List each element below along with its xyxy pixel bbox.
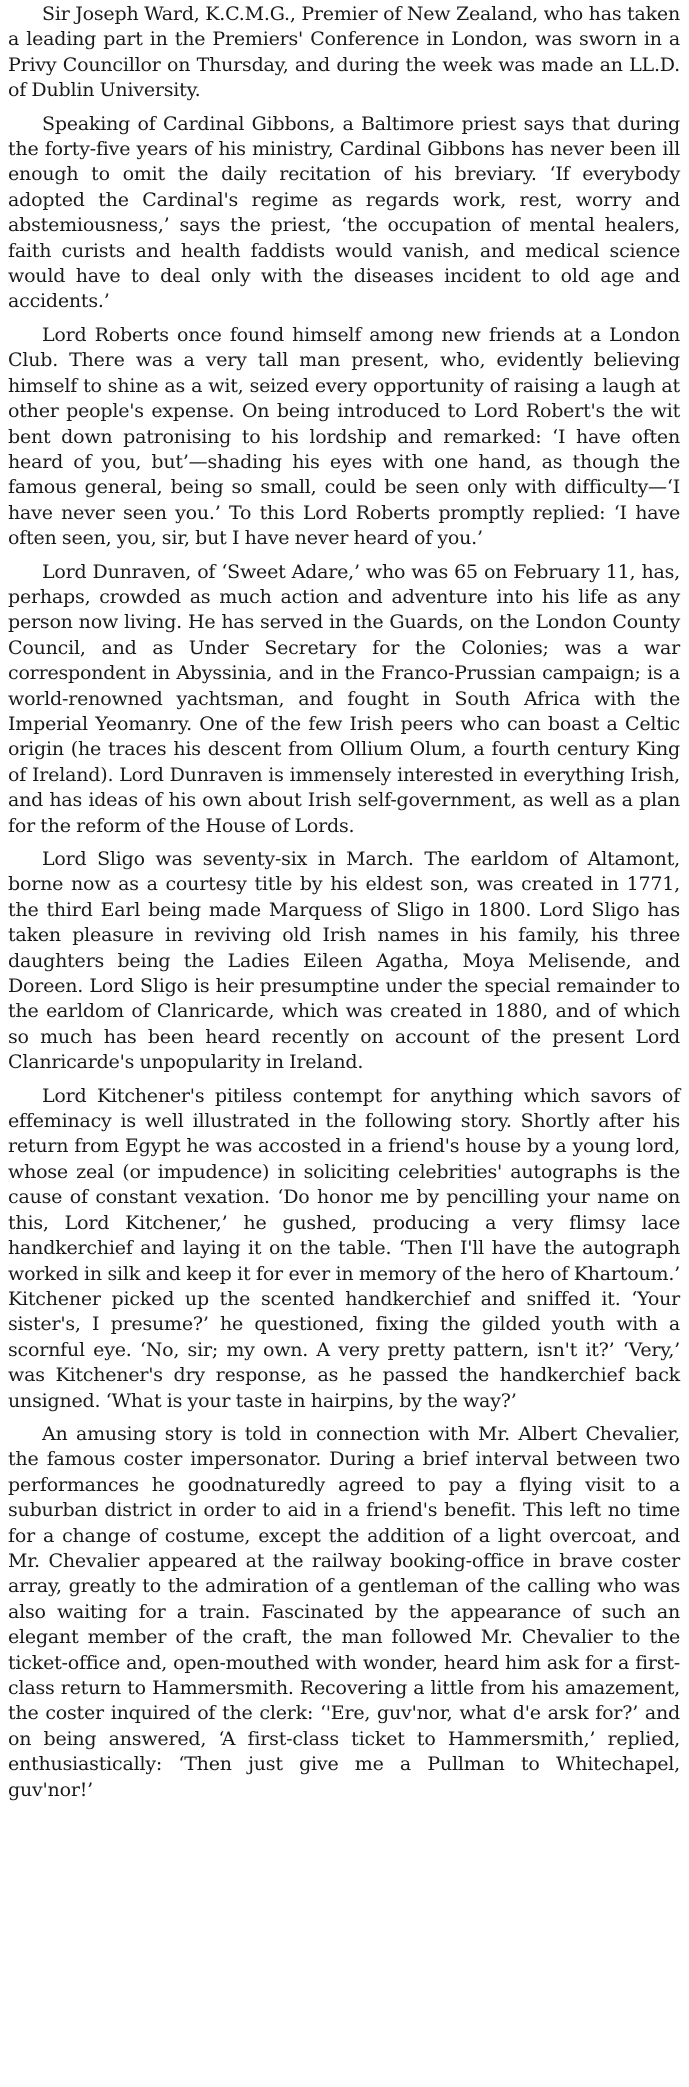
paragraph-lord-sligo: Lord Sligo was seventy-six in March. The earldom of Altamont, borne now as a courtesy title by his eldest son, was created in 1771, the third Earl being made Marquess of Sligo in 1800. Lord Sligo has taken pleasure in reviving old Irish names in his family, his three daughters being the Ladies Eileen Agatha, Moya Melisende, and Doreen. Lord Sligo is heir presumptine under the special remainder to the earldom of Clanricarde, which was created in 1880, and of which so much has been heard recently on account of the present Lord Clanricarde's unpopularity in Ireland. [8,848,680,1074]
paragraph-albert-chevalier: An amusing story is told in connection with Mr. Albert Chevalier, the famous coster impersonator. During a brief interval between two performances he goodnaturedly agreed to pay a flying visit to a suburban district in order to aid in a friend's benefit. This left no time for a change of costume, except the addition of a light overcoat, and Mr. Chevalier appeared at the railway booking-office in brave coster array, greatly to the admiration of a gentleman of the calling who was also waiting for a train. Fascinated by the appearance of such an elegant member of the craft, the man followed Mr. Chevalier to the ticket-office and, open-mouthed with wonder, heard him ask for a first-class return to Hammersmith. Recovering a little from his amazement, the coster inquired of the clerk: ‘'Ere, guv'nor, what d'e arsk for?’ and on being answered, ‘A first-class ticket to Hammersmith,’ replied, enthusiastically: ‘Then just give me a Pullman to Whitechapel, guv'nor!’ [8,1422,680,1801]
paragraph-lord-roberts: Lord Roberts once found himself among new friends at a London Club. There was a very tall man present, who, evidently believing himself to shine as a wit, seized every opportunity of raising a laugh at other people's expense. On being introduced to Lord Robert's the wit bent down patronising to his lordship and remarked: ‘I have often heard of you, but’—shading his eyes with one hand, as though the famous general, being so small, could be seen only with difficulty—‘I have never seen you.’ To this Lord Roberts promptly replied: ‘I have often seen, you, sir, but I have never heard of you.’ [8,323,680,550]
paragraph-joseph-ward: Sir Joseph Ward, K.C.M.G., Premier of New Zealand, who has taken a leading part in the Premiers' Conference in London, was sworn in a Privy Councillor on Thursday, and during the week was made an LL.D. of Dublin University. [8,3,680,102]
paragraph-lord-dunraven: Lord Dunraven, of ‘Sweet Adare,’ who was 65 on February 11, has, perhaps, crowded as much action and adventure into his life as any person now living. He has served in the Guards, on the London County Council, and as Under Secretary for the Colonies; was a war correspondent in Abyssinia, and in the Franco-Prussian campaign; is a world-renowned yachtsman, and fought in South Africa with the Imperial Yeomanry. One of the few Irish peers who can boast a Celtic origin (he traces his descent from Ollium Olum, a fourth century King of Ireland). Lord Dunraven is immensely interested in everything Irish, and has ideas of his own about Irish self-government, as well as a plan for the reform of the House of Lords. [8,560,680,837]
paragraph-cardinal-gibbons: Speaking of Cardinal Gibbons, a Baltimore priest says that during the forty-five years of his ministry, Cardinal Gibbons has never been ill enough to omit the daily recitation of his breviary. ‘If everybody adopted the Cardinal's regime as regards work, rest, worry and abstemiousness,’ says the priest, ‘the occupation of mental healers, faith curists and health faddists would vanish, and medical science would have to deal only with the diseases incident to old age and accidents.’ [8,112,680,313]
article-column [8,2,680,1803]
paragraph-lord-kitchener: Lord Kitchener's pitiless contempt for anything which savors of effeminacy is well illustrated in the following story. Shortly after his return from Egypt he was accosted in a friend's house by a young lord, whose zeal (or impudence) in soliciting celebrities' autographs is the cause of constant vexation. ‘Do honor me by pencilling your name on this, Lord Kitchener,’ he gushed, producing a very flimsy lace handkerchief and laying it on the table. ‘Then I'll have the autograph worked in silk and keep it for ever in memory of the hero of Khartoum.’ Kitchener picked up the scented handkerchief and sniffed it. ‘Your sister's, I presume?’ he questioned, fixing the gilded youth with a scornful eye. ‘No, sir; my own. A very pretty pattern, isn't it?’ ‘Very,’ was Kitchener's dry response, as he passed the handkerchief back unsigned. ‘What is your taste in hairpins, by the way?’ [8,1084,680,1412]
